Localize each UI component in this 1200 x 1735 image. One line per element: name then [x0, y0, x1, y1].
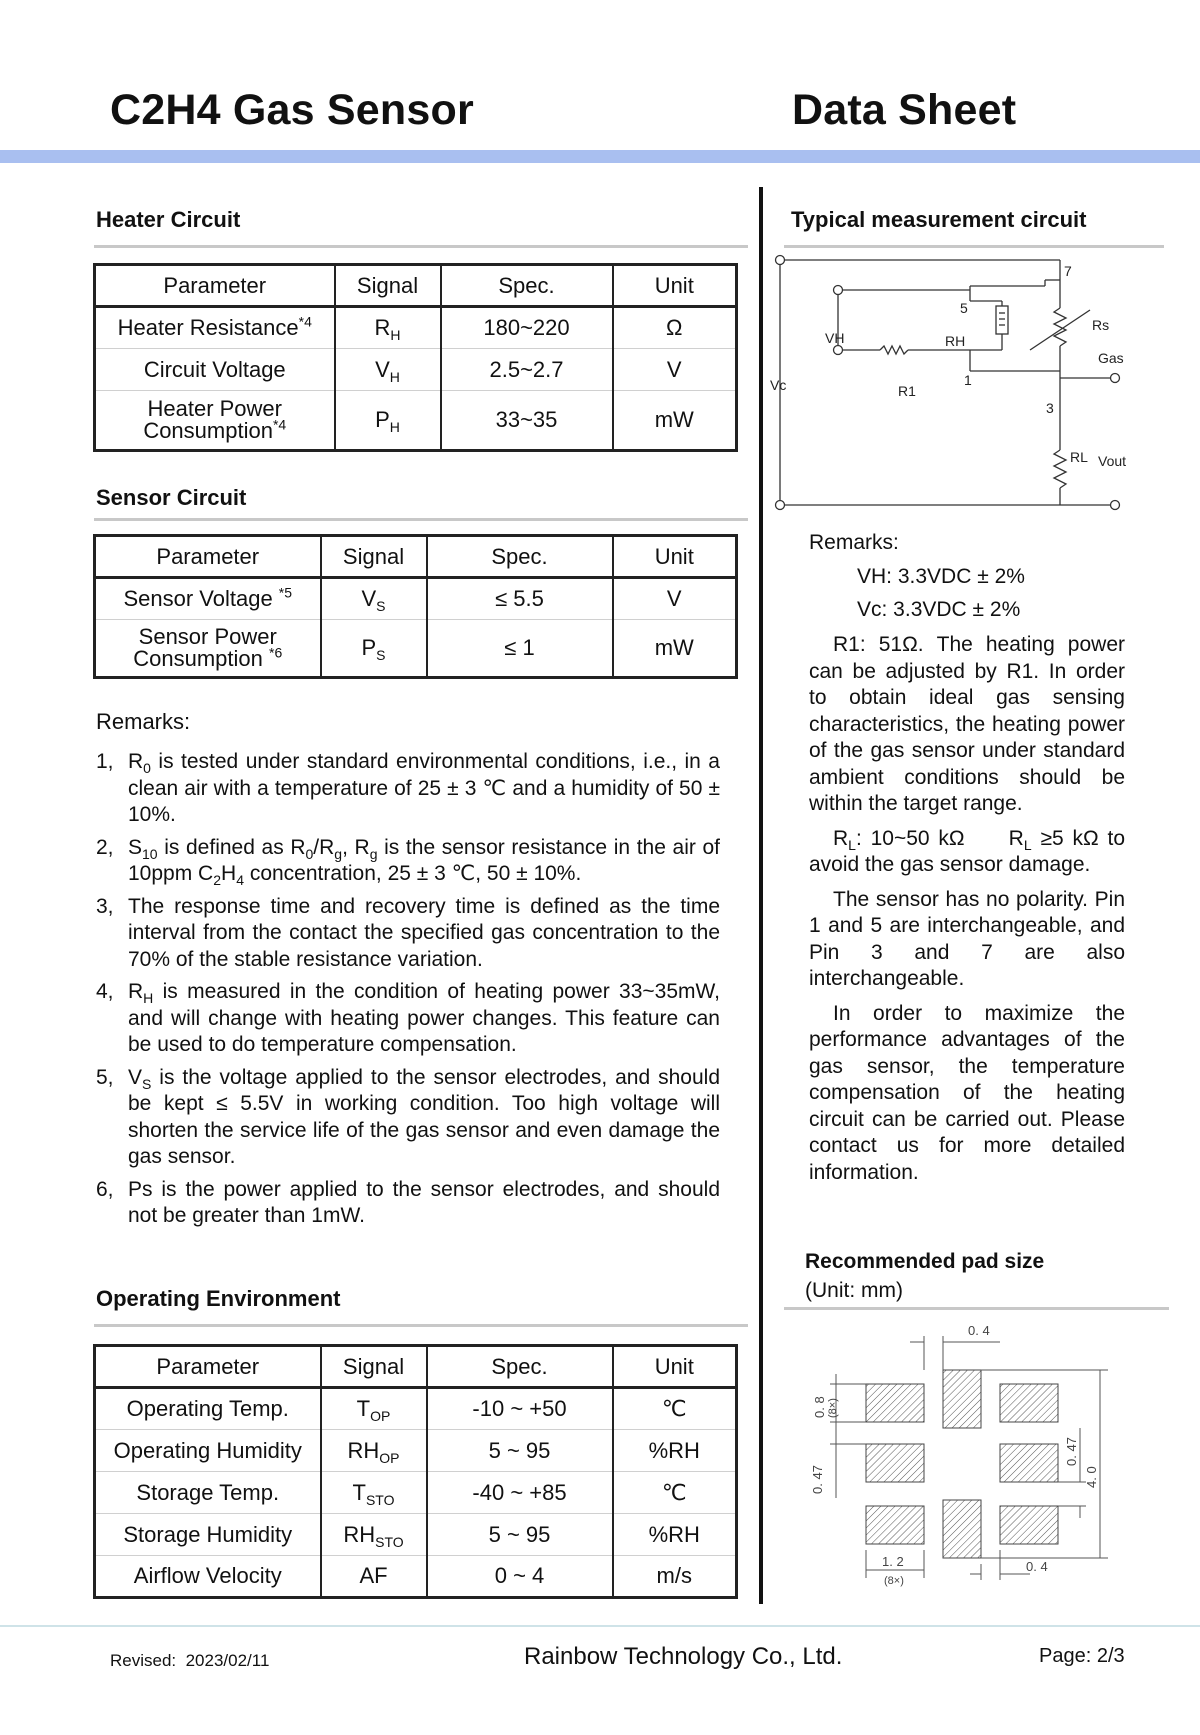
spec-cell: 180~220 [441, 307, 613, 349]
sensor-circuit-title: Sensor Circuit [96, 485, 247, 510]
operating-env-table [93, 1344, 738, 1599]
list-item: 5, $V_S$ is the voltage applied to the sensor electrodes, and should be kept ≤ 5.5V in working condition. Too high voltage will shorten the service life of the gas sensor and even damage the gas sensor. [96, 1065, 720, 1168]
signal-cell: $R_H$ [335, 307, 441, 349]
spec-cell: 0 ~ 4 [427, 1556, 613, 1598]
spec-cell: ≤ 5.5 [427, 578, 613, 620]
section-rule [94, 245, 748, 248]
section-rule [94, 1324, 748, 1327]
r1-paragraph: R1: 51Ω. The heating power can be adjusted by R1. In order to obtain ideal gas sensing characteristics, the heating power of the gas sensor under standard ambient conditions should be within the target range. [809, 633, 1125, 815]
param-cell: Circuit Voltage [95, 349, 335, 391]
table-header-row [95, 1346, 737, 1388]
spec-cell: -10 ~ +50 [427, 1388, 613, 1430]
label-rh: RH [945, 333, 966, 349]
spec-cell: 2.5~2.7 [441, 349, 613, 391]
pad-size-diagram [800, 1318, 1130, 1598]
unit-cell: V [613, 349, 737, 391]
heater-circuit-table [93, 263, 738, 452]
section-rule [94, 518, 748, 521]
param-cell: Heater Power Consumption$^{*4}$ [95, 391, 335, 451]
signal-cell: $RH_{STO}$ [321, 1514, 427, 1556]
sensor-circuit-table [93, 534, 738, 679]
footer-rule [0, 1625, 1200, 1627]
signal-cell: $V_H$ [335, 349, 441, 391]
pad-size-title: Recommended pad size [805, 1250, 1045, 1273]
label-vh: VH [825, 330, 845, 346]
signal-cell: $P_H$ [335, 391, 441, 451]
measurement-circuit-diagram [770, 250, 1130, 515]
rl-paragraph: $R_L$: 10~50 kΩ $R_L \ge 5$ kΩ to avoid the gas sensor damage. [809, 826, 1125, 876]
table-header-row [95, 536, 737, 578]
dim-left-gap: 0. 47 [810, 1465, 825, 1494]
operating-env-title: Operating Environment [96, 1286, 341, 1311]
section-rule [784, 1307, 1169, 1310]
label-vc: Vc [770, 377, 787, 393]
col-header: Signal [321, 1346, 427, 1388]
measurement-circuit-title: Typical measurement circuit [791, 207, 1087, 232]
vh-spec: VH: 3.3VDC ± 2% [857, 565, 1025, 588]
vc-spec: Vc: 3.3VDC ± 2% [857, 598, 1021, 621]
col-header: Parameter [95, 265, 335, 307]
signal-cell: $RH_{OP}$ [321, 1430, 427, 1472]
table-row [95, 391, 737, 451]
col-header: Signal [321, 536, 427, 578]
polarity-paragraph: The sensor has no polarity. Pin 1 and 5 are interchangeable, and Pin 3 and 7 are also interchangeable. [809, 887, 1125, 990]
list-item: 3, The response time and recovery time is defined as the time interval from the contact the specified gas concentration to the 70% of the stable resistance variation. [96, 894, 720, 971]
col-header: Spec. [427, 536, 613, 578]
right-remarks-title: Remarks: [809, 531, 899, 554]
param-cell: Sensor Voltage $^{*5}$ [95, 578, 321, 620]
col-header: Spec. [441, 265, 613, 307]
param-cell: Sensor Power Consumption $^{*6}$ [95, 620, 321, 678]
doc-type-title: Data Sheet [792, 86, 1017, 134]
col-header: Unit [613, 265, 737, 307]
spec-cell: ≤ 1 [427, 620, 613, 678]
table-row [95, 1556, 737, 1598]
unit-cell: mW [613, 391, 737, 451]
spec-cell: 5 ~ 95 [427, 1430, 613, 1472]
company-name: Rainbow Technology Co., Ltd. [524, 1643, 843, 1670]
compensation-paragraph: In order to maximize the performance advantages of the gas sensor, the temperature compensation of the heating circuit can be carried out. Please contact us for more detailed information. [809, 1001, 1125, 1184]
col-header: Spec. [427, 1346, 613, 1388]
label-vout: Vout [1098, 453, 1127, 469]
page-number: Page: 2/3 [1039, 1645, 1125, 1667]
col-header: Unit [613, 536, 737, 578]
param-cell: Storage Humidity [95, 1514, 321, 1556]
col-header: Parameter [95, 1346, 321, 1388]
param-cell: Airflow Velocity [95, 1556, 321, 1598]
signal-cell: AF [321, 1556, 427, 1598]
col-header: Unit [613, 1346, 737, 1388]
pad-size-unit: (Unit: mm) [805, 1279, 903, 1302]
dim-right-gap: 0. 47 [1064, 1437, 1079, 1466]
spec-cell: 5 ~ 95 [427, 1514, 613, 1556]
table-row [95, 1514, 737, 1556]
remarks-title: Remarks: [96, 709, 191, 734]
signal-cell: $T_{OP}$ [321, 1388, 427, 1430]
table-row [95, 1472, 737, 1514]
signal-cell: $T_{STO}$ [321, 1472, 427, 1514]
table-row [95, 307, 737, 349]
section-rule [784, 245, 1164, 248]
remarks-list [96, 749, 720, 1236]
label-r1: R1 [898, 383, 916, 399]
revised-date: Revised: 2023/02/11 [110, 1651, 270, 1670]
label-pin-1: 1 [964, 372, 972, 388]
table-row [95, 578, 737, 620]
unit-cell: ℃ [613, 1472, 737, 1514]
dim-pad-width-count: (8×) [884, 1575, 904, 1587]
product-title: C2H4 Gas Sensor [110, 86, 474, 134]
dim-total-height: 4. 0 [1084, 1466, 1099, 1488]
signal-cell: $V_S$ [321, 578, 427, 620]
label-pin-7: 7 [1064, 263, 1072, 279]
col-header: Signal [335, 265, 441, 307]
param-cell: Operating Temp. [95, 1388, 321, 1430]
signal-cell: $P_S$ [321, 620, 427, 678]
unit-cell: %RH [613, 1430, 737, 1472]
param-cell: Operating Humidity [95, 1430, 321, 1472]
table-row [95, 1388, 737, 1430]
unit-cell: %RH [613, 1514, 737, 1556]
spec-cell: -40 ~ +85 [427, 1472, 613, 1514]
heater-circuit-title: Heater Circuit [96, 207, 241, 232]
column-divider [759, 187, 763, 1604]
label-gas: Gas [1098, 350, 1124, 366]
header-accent-bar [0, 150, 1200, 163]
dim-bottom-gap: 0. 4 [1026, 1559, 1048, 1574]
param-cell: Heater Resistance$^{*4}$ [95, 307, 335, 349]
label-rl: RL [1070, 449, 1088, 465]
dim-pad-height: 0. 8 [812, 1396, 827, 1418]
table-row [95, 349, 737, 391]
unit-cell: Ω [613, 307, 737, 349]
dim-pad-width: 1. 2 [882, 1554, 904, 1569]
table-header-row [95, 265, 737, 307]
unit-cell: mW [613, 620, 737, 678]
table-row [95, 1430, 737, 1472]
col-header: Parameter [95, 536, 321, 578]
list-item: 1, $R_0$ is tested under standard environmental conditions, i.e., in a clean air with a temperature of 25 ± 3 ℃ and a humidity of 50 ± 10%. [96, 750, 720, 826]
param-cell: Storage Temp. [95, 1472, 321, 1514]
unit-cell: V [613, 578, 737, 620]
spec-cell: 33~35 [441, 391, 613, 451]
label-rs: Rs [1092, 317, 1110, 333]
unit-cell: ℃ [613, 1388, 737, 1430]
unit-cell: m/s [613, 1556, 737, 1598]
table-row [95, 620, 737, 678]
label-pin-5: 5 [960, 300, 968, 316]
dim-top-width: 0. 4 [968, 1323, 990, 1338]
list-item: 4, $R_H$ is measured in the condition of heating power 33~35mW, and will change with heating power changes. This feature can be used to do temperature compensation. [96, 980, 720, 1056]
list-item: 2, $S_{10}$ is defined as $R_0/R_g$, $R_g$ is the sensor resistance in the air of 10ppm $C_2H_4$ concentration, 25 ± 3 ℃, 50 ± 10%. [96, 835, 720, 888]
dim-pad-height-count: (8×) [827, 1398, 839, 1418]
label-pin-3: 3 [1046, 400, 1054, 416]
right-remarks-body [809, 632, 1125, 1194]
list-item: 6, Ps is the power applied to the sensor electrodes, and should not be greater than 1mW. [96, 1177, 720, 1227]
